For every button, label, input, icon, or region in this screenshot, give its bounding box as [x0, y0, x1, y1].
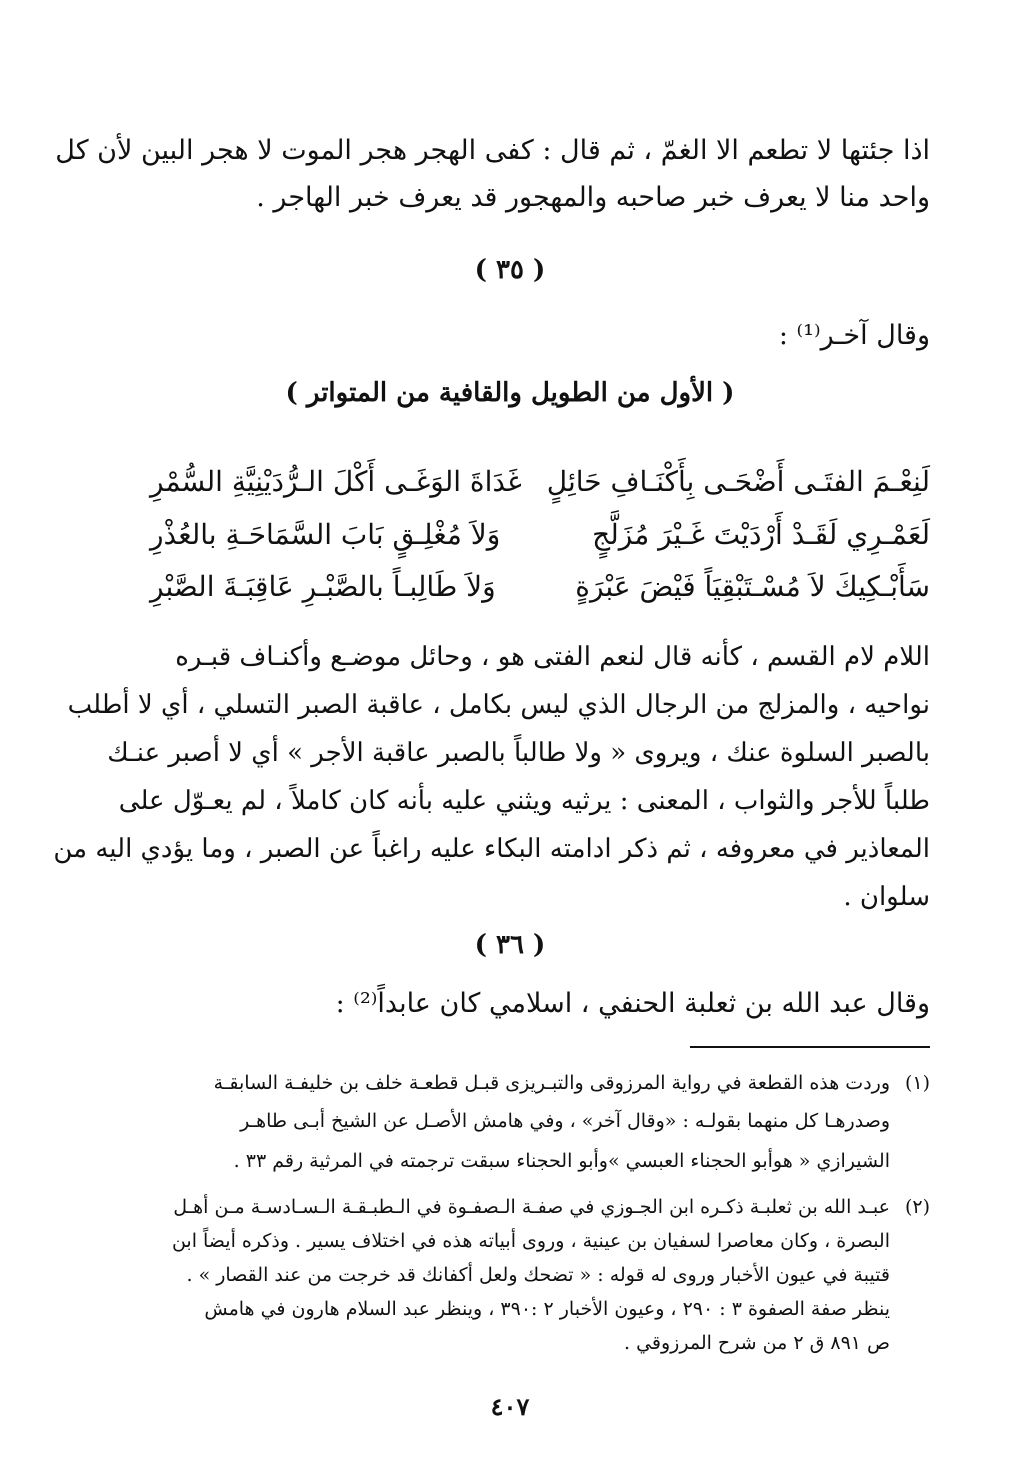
footnote-line: ينظر صفة الصفوة ٣ : ٢٩٠ ، وعيون الأخبار ٢ :٣٩٠ ، وينظر عبد السلام هارون في هامش — [204, 1298, 890, 1320]
verse-hemistich-second: وَلاَ طَالِبـاً بالصَّبْـرِ عَاقِبَـةَ الصَّبْرِ — [150, 570, 496, 603]
poem-number-35: ( ٣٥ ) — [474, 255, 546, 285]
footnote-line: قتيبة في عيون الأخبار وروى له قوله : « تضحك ولعل أكفانك قد خرجت من عند القصار » . — [186, 1264, 890, 1286]
top-text-line-2: واحد منا لا يعرف خبر صاحبه والمهجور قد يعرف خبر الهاجر . — [256, 182, 930, 213]
footnote-number: (٢) — [904, 1196, 930, 1218]
footnote-separator — [690, 1046, 930, 1048]
verse-hemistich-second: غَدَاةَ الوَغَـى أَكْلَ الـرُّدَيْنِيَّةِ السُّمْرِ — [150, 465, 522, 498]
top-text-line-1: اذا جئتها لا تطعم الا الغمّ ، ثم قال : كفى الهجر هجر الموت لا هجر البين لأن كل — [55, 135, 930, 166]
commentary-line: المعاذير في معروفه ، ثم ذكر ادامته البكاء عليه راغباً عن الصبر ، وما يؤدي اليه من — [53, 834, 930, 864]
poem-number-36: ( ٣٦ ) — [474, 930, 546, 960]
verse-row — [150, 465, 930, 505]
footnote-line: عبـد الله بن ثعلبـة ذكـره ابن الجـوزي في صفـة الـصفـوة في الـطبـقـة الـسـادسـة مـن أهـل — [173, 1196, 890, 1218]
commentary-line: سلوان . — [843, 882, 930, 912]
verse-hemistich-first: لَنِعْـمَ الفتَـى أَضْحَـى بِأَكْنَـافِ حَائِلٍ — [546, 465, 930, 498]
footnote-line: وردت هذه القطعة في رواية المرزوقى والتبـريزى قبـل قطعـة خلف بن خليفـة السابقـة — [213, 1072, 890, 1094]
verse-hemistich-first: لَعَمْـرِي لَقَـدْ أَرْدَيْتَ غَـيْرَ مُزَلَّجٍ — [592, 518, 930, 551]
footnote-line: وصدرهـا كل منهما بقولـه : «وقال آخر» ، وفي هامش الأصـل عن الشيخ أبـى طاهـر — [240, 1110, 890, 1132]
commentary-line: اللام لام القسم ، كأنه قال لنعم الفتى هو ، وحائل موضـع وأكنـاف قبـره — [175, 642, 930, 672]
verse-hemistich-second: وَلاَ مُغْلِـقٍ بَابَ السَّمَاحَـةِ بالعُذْرِ — [150, 518, 501, 551]
verse-row — [150, 518, 930, 558]
footnote-number: (١) — [904, 1072, 930, 1094]
page-number: ٤٠٧ — [490, 1392, 530, 1421]
verse-hemistich-first: سَأَبْـكِيكَ لاَ مُسْـتَبْقِيَاً فَيْضَ عَبْرَةٍ — [575, 570, 930, 603]
commentary-line: بالصبر السلوة عنك ، ويروى « ولا طالباً بالصبر عاقبة الأجر » أي لا أصبر عنـك — [107, 738, 930, 768]
commentary-line: نواحيه ، والمزلج من الرجال الذي ليس بكامل ، عاقبة الصبر التسلي ، أي لا أطلب — [67, 690, 930, 720]
footnote-line: ص ٨٩١ ق ٢ من شرح المرزوقي . — [624, 1332, 890, 1354]
poem-35-intro: وقال آخـر⁽¹⁾ : — [778, 320, 930, 351]
footnote-line: البصرة ، وكان معاصرا لسفيان بن عينية ، وروى أبياته هذه في اختلاف يسير . وذكره أيضاً ابن — [171, 1230, 890, 1252]
commentary-line: طلباً للأجر والثواب ، المعنى : يرثيه ويثني عليه بأنه كان كاملاً ، لم يعـوّل على — [118, 786, 930, 816]
poem-36-intro: وقال عبد الله بن ثعلبة الحنفي ، اسلامي كان عابداً⁽²⁾ : — [335, 988, 930, 1019]
verse-row — [150, 570, 930, 610]
footnote-line: الشيرازي « هوأبو الحجناء العبسي »وأبو الحجناء سبقت ترجمته في المرثية رقم ٣٣ . — [233, 1150, 890, 1172]
poem-35-meter: ( الأول من الطويل والقافية من المتواتر ) — [285, 378, 735, 408]
